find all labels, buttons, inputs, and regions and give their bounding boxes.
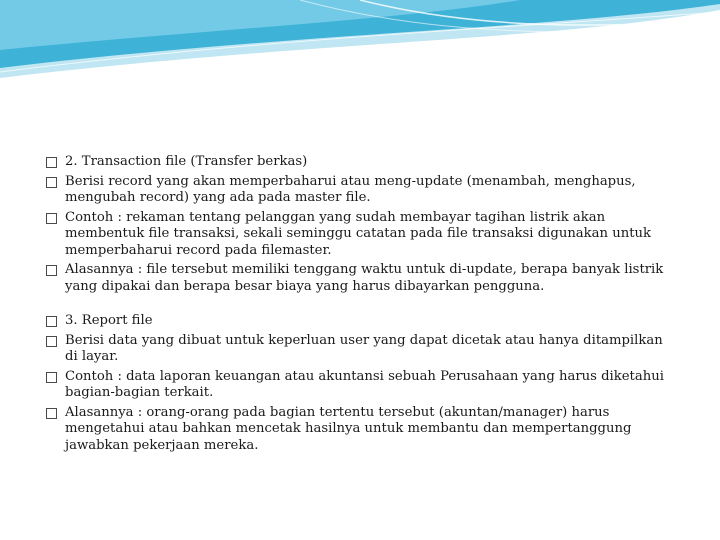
bullet-item bbox=[46, 405, 676, 455]
square-bullet-icon bbox=[46, 336, 57, 347]
square-bullet-icon bbox=[46, 177, 57, 188]
bullet-text: 3. Report file bbox=[65, 313, 153, 328]
square-bullet-icon bbox=[46, 157, 57, 168]
bullet-text: Contoh : rekaman tentang pelanggan yang sudah membayar tagihan listrik akan membentuk file transaksi, sekali seminggu catatan pada file transaksi digunakan untuk memperbaharui record pada filemaster. bbox=[65, 209, 651, 258]
bullet-item bbox=[46, 154, 676, 171]
bullet-item bbox=[46, 210, 676, 260]
header-wave-decoration bbox=[0, 0, 720, 90]
bullet-group-report-file bbox=[46, 313, 676, 454]
bullet-item bbox=[46, 369, 676, 402]
bullet-item bbox=[46, 262, 676, 295]
bullet-item bbox=[46, 174, 676, 207]
bullet-item bbox=[46, 313, 676, 330]
square-bullet-icon bbox=[46, 213, 57, 224]
square-bullet-icon bbox=[46, 372, 57, 383]
square-bullet-icon bbox=[46, 408, 57, 419]
bullet-text: Alasannya : file tersebut memiliki tenggang waktu untuk di-update, berapa banyak listrik yang dipakai dan berapa besar biaya yang harus dibayarkan pengguna. bbox=[65, 262, 664, 294]
bullet-text: Contoh : data laporan keuangan atau akuntansi sebuah Perusahaan yang harus diketahui bagian-bagian terkait. bbox=[65, 368, 664, 400]
bullet-item bbox=[46, 333, 676, 366]
bullet-group-transaction-file bbox=[46, 154, 676, 295]
bullet-text: 2. Transaction file (Transfer berkas) bbox=[65, 154, 308, 169]
square-bullet-icon bbox=[46, 265, 57, 276]
bullet-text: Berisi data yang dibuat untuk keperluan user yang dapat dicetak atau hanya ditampilkan di layar. bbox=[65, 332, 663, 364]
bullet-text: Berisi record yang akan memperbaharui atau meng-update (menambah, menghapus, mengubah record) yang ada pada master file. bbox=[65, 173, 636, 205]
bullet-text: Alasannya : orang-orang pada bagian tertentu tersebut (akuntan/manager) harus mengetahui atau bahkan mencetak hasilnya untuk membantu dan mempertanggung jawabkan pekerjaan mereka. bbox=[65, 404, 632, 453]
square-bullet-icon bbox=[46, 316, 57, 327]
slide-content bbox=[46, 154, 676, 457]
